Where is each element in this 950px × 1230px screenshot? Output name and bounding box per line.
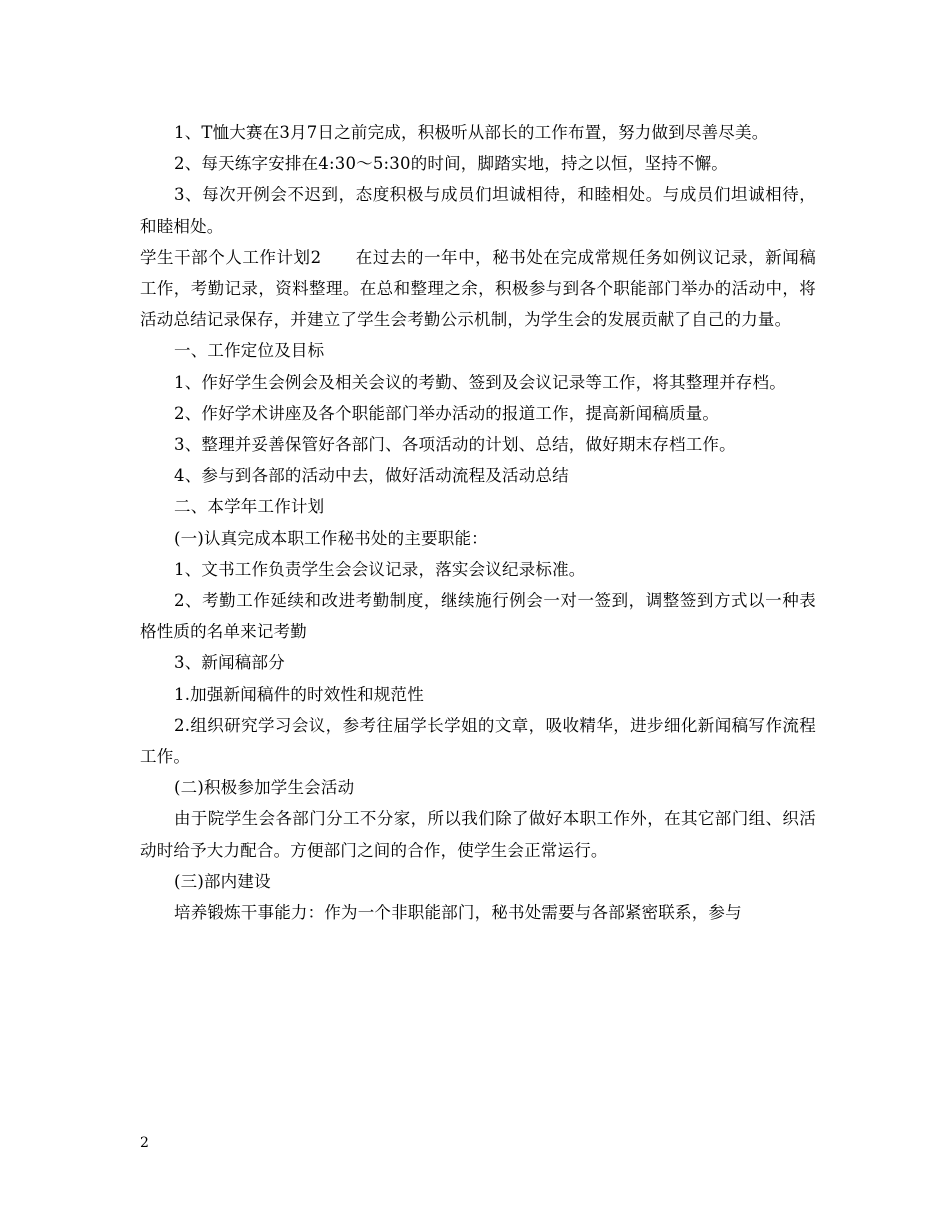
section-heading: 一、工作定位及目标 [174, 341, 325, 361]
page-number: 2 [140, 1135, 149, 1151]
paragraph: 4、参与到各部的活动中去，做好活动流程及活动总结 [174, 466, 569, 486]
subsection-heading: (二)积极参加学生会活动 [174, 778, 355, 798]
paragraph: 2、每天练字安排在4:30～5:30的时间，脚踏实地，持之以恒，坚持不懈。 [174, 154, 729, 174]
paragraph: 1.加强新闻稿件的时效性和规范性 [174, 684, 424, 704]
paragraph: 2、作好学术讲座及各个职能部门举办活动的报道工作，提高新闻稿质量。 [174, 403, 720, 423]
paragraph: 1、文书工作负责学生会会议记录，落实会议纪录标准。 [174, 559, 586, 579]
paragraph: 由于院学生会各部门分工不分家，所以我们除了做好本职工作外，在其它部门组、织活动时给予大力配合。方便部门之间的合作，使学生会正常运行。 [140, 809, 816, 860]
section-heading-paragraph: 学生干部个人工作计划2 在过去的一年中，秘书处在完成常规任务如例议记录，新闻稿工作，考勤记录，资料整理。在总和整理之余，积极参与到各个职能部门举办的活动中，将活动总结记录保存，并建立了学生会考勤公示机制，为学生会的发展贡献了自己的力量。 [140, 247, 816, 330]
paragraph: 培养锻炼干事能力：作为一个非职能部门，秘书处需要与各部紧密联系，参与 [174, 903, 742, 923]
paragraph: 3、整理并妥善保管好各部门、各项活动的计划、总结，做好期末存档工作。 [174, 435, 736, 455]
document-body [140, 117, 816, 928]
section-heading: 二、本学年工作计划 [174, 497, 325, 517]
paragraph: 2、考勤工作延续和改进考勤制度，继续施行例会一对一签到，调整签到方式以一种表格性质的名单来记考勤 [140, 591, 816, 642]
paragraph: 3、每次开例会不迟到，态度积极与成员们坦诚相待，和睦相处。与成员们坦诚相待，和睦相处。 [140, 185, 816, 236]
paragraph: 2.组织研究学习会议，参考往届学长学姐的文章，吸收精华，进步细化新闻稿写作流程工作。 [140, 715, 816, 767]
paragraph: 1、T恤大赛在3月7日之前完成，积极听从部长的工作布置，努力做到尽善尽美。 [174, 123, 769, 142]
paragraph: 1、作好学生会例会及相关会议的考勤、签到及会议记录等工作，将其整理并存档。 [174, 372, 786, 392]
subsection-heading: (三)部内建设 [174, 871, 271, 891]
subsection-heading: (一)认真完成本职工作秘书处的主要职能： [174, 528, 488, 548]
paragraph: 3、新闻稿部分 [174, 653, 285, 673]
